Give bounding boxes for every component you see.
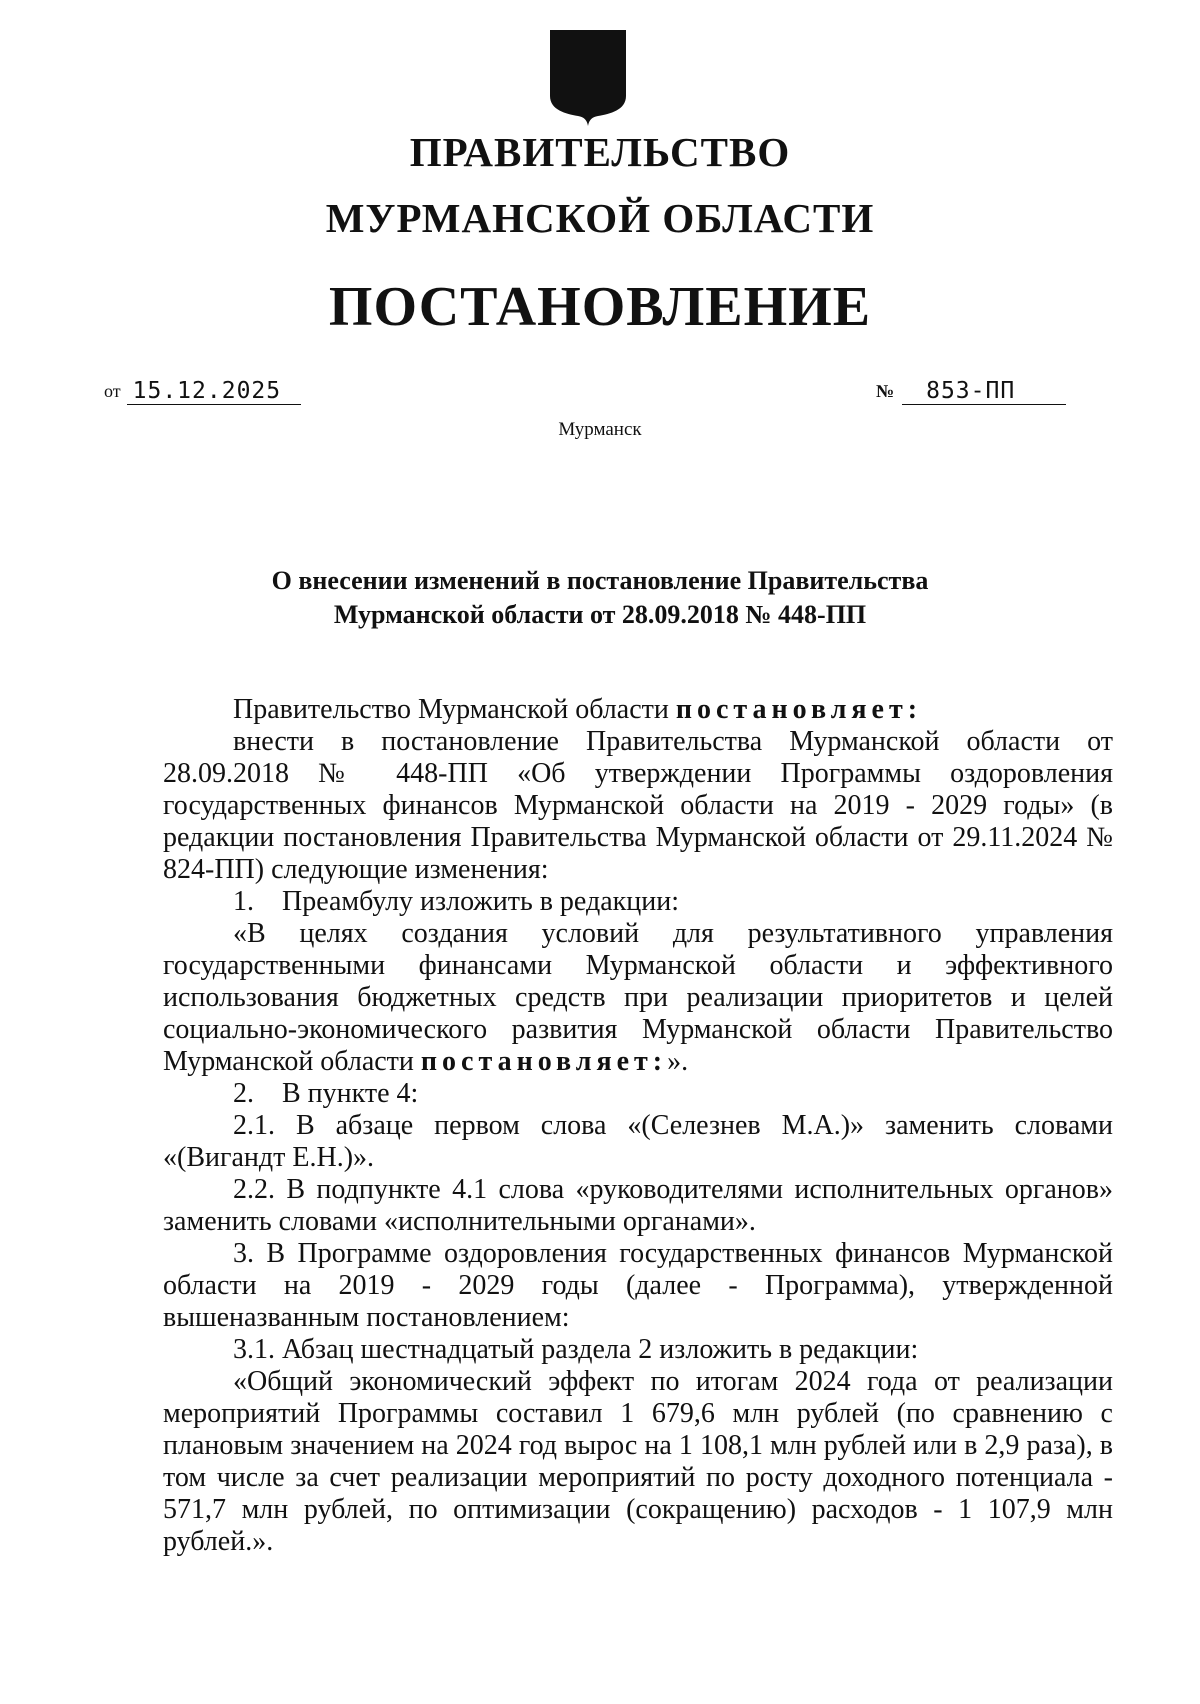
subject-line1: О внесении изменений в постановление Правительства — [271, 566, 929, 595]
preamble-new-text: «В целях создания условий для результативного управления государственными финансами Мурманской области и эффективного использования бюджетных средств при реализации приоритетов и целей социально-экономического развития Мурманской области Правительство Мурманской области — [163, 918, 1113, 1077]
document-type-title: ПОСТАНОВЛЕНИЕ — [328, 276, 872, 338]
document-number — [876, 378, 1066, 405]
paragraph-effect: «Общий экономический эффект по итогам 2024 года от реализации мероприятий Программы составил 1 679,6 млн рублей (по сравнению с плановым значением на 2024 год вырос на 1 108,1 млн рублей или в 2,9 раза), в том числе за счет реализации мероприятий по росту доходного потенциала - 571,7 млн рублей, по оптимизации (сокращению) расходов - 1 107,9 млн рублей.». — [163, 1366, 1113, 1557]
coat-of-arms-icon — [546, 30, 630, 126]
preamble-new-end: ». — [667, 1046, 689, 1077]
number-value: 853-ПП — [902, 378, 1066, 405]
paragraph-item-3-1: 3.1. Абзац шестнадцатый раздела 2 изложить в редакции: — [233, 1334, 919, 1365]
preamble-text: Правительство Мурманской области — [233, 694, 676, 725]
paragraph-item-2-1: 2.1. В абзаце первом слова «(Селезнев М.А.)» заменить словами «(Вигандт Е.Н.)». — [163, 1110, 1113, 1173]
number-prefix: № — [876, 381, 895, 401]
org-name-line1: ПРАВИТЕЛЬСТВО — [409, 129, 791, 175]
date-prefix: от — [104, 381, 121, 401]
decree-word-2: постановляет: — [420, 1046, 668, 1077]
date-value: 15.12.2025 — [127, 378, 301, 405]
subject-line2: Мурманской области от 28.09.2018 № 448-ПП — [333, 600, 867, 629]
paragraph-preamble-new — [163, 918, 1113, 1078]
paragraph-item-3: 3. В Программе оздоровления государственных финансов Мурманской области на 2019 - 2029 годы (далее - Программа), утвержденной вышеназванным постановлением: — [163, 1238, 1113, 1333]
document-date — [104, 378, 301, 405]
city-name: Мурманск — [558, 419, 642, 440]
document-body — [163, 694, 1113, 1558]
paragraph-item-1: 1. Преамбулу изложить в редакции: — [233, 886, 680, 917]
org-name-line2: МУРМАНСКОЙ ОБЛАСТИ — [325, 195, 875, 241]
paragraph-intro: внести в постановление Правительства Мурманской области от 28.09.2018 № 448-ПП «Об утверждении Программы оздоровления государственных финансов Мурманской области на 2019 - 2029 годы» (в редакции постановления Правительства Мурманской области от 29.11.2024 № 824-ПП) следующие изменения: — [163, 726, 1113, 885]
paragraph-item-2-2: 2.2. В подпункте 4.1 слова «руководителями исполнительных органов» заменить словами «исполнительными органами». — [163, 1174, 1113, 1237]
document-subject — [0, 564, 1200, 632]
decree-word: постановляет: — [675, 694, 923, 725]
paragraph-item-2: 2. В пункте 4: — [233, 1078, 419, 1109]
paragraph-preamble — [163, 694, 1113, 726]
